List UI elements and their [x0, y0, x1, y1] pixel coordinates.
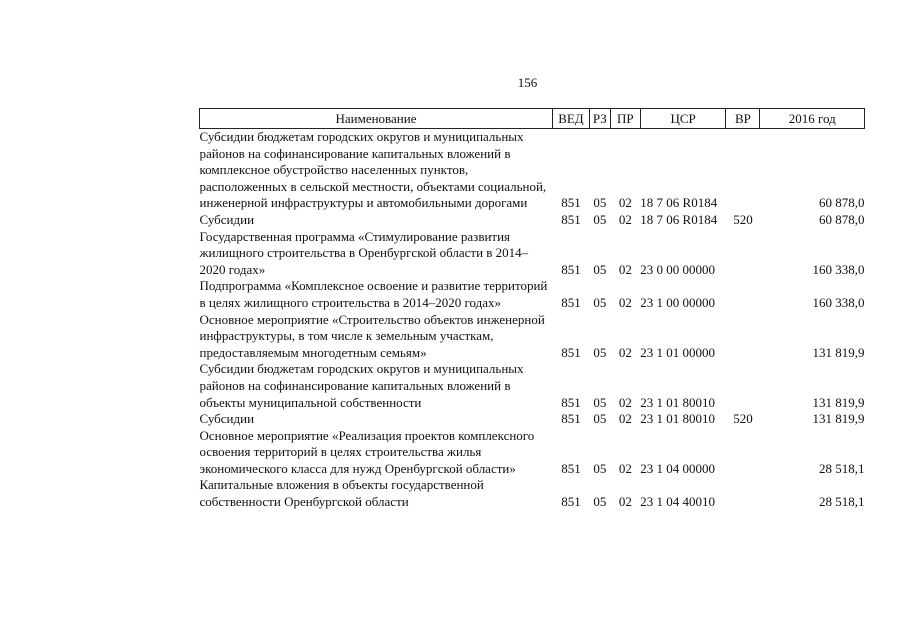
- row-amount: 28 518,1: [819, 460, 865, 476]
- row-vr: [726, 278, 760, 311]
- row-ved: 851: [561, 294, 581, 310]
- row-pr: 02: [618, 394, 632, 410]
- table-row: [200, 428, 865, 478]
- row-amount: 131 819,9: [812, 394, 865, 410]
- row-name-line: объекты муниципальной собственности: [199, 394, 422, 410]
- row-name: [200, 411, 553, 428]
- row-pr: 02: [618, 261, 632, 277]
- row-ved: 851: [561, 494, 581, 510]
- row-csr: 23 0 00 00000: [640, 261, 716, 277]
- row-amount: 60 878,0: [819, 211, 865, 227]
- row-ved: 851: [561, 195, 581, 211]
- row-vr: 520: [733, 211, 753, 227]
- row-amount: 160 338,0: [812, 261, 865, 277]
- header-vr: ВР: [726, 109, 760, 129]
- row-name: [200, 229, 553, 279]
- row-name: [200, 212, 553, 229]
- row-csr: 23 1 01 80010: [640, 411, 716, 427]
- table-row: [200, 477, 865, 510]
- table-row: [200, 361, 865, 411]
- table-row: [200, 411, 865, 428]
- row-pr: 02: [618, 195, 632, 211]
- row-name-line: Основное мероприятие «Реализация проектов комплексного: [199, 427, 535, 443]
- budget-table: [199, 108, 865, 511]
- row-csr: 23 1 01 80010: [640, 394, 716, 410]
- table-row: [200, 278, 865, 311]
- table-row: [200, 229, 865, 279]
- row-csr: 23 1 01 00000: [640, 344, 716, 360]
- row-name-line: Субсидии: [199, 411, 255, 427]
- header-pr: ПР: [610, 109, 640, 129]
- row-name-line: Субсидии бюджетам городских округов и муниципальных: [199, 129, 524, 144]
- table-row: [200, 312, 865, 362]
- row-name: [200, 428, 553, 478]
- table-body: [200, 129, 865, 511]
- row-name: [200, 278, 553, 311]
- row-rz: 05: [593, 394, 607, 410]
- row-name: [200, 129, 553, 212]
- row-name-line: освоения территорий в целях строительства жилья: [199, 444, 482, 460]
- row-name-line: собственности Оренбургской области: [199, 494, 409, 510]
- row-name-line: Субсидии бюджетам городских округов и муниципальных: [199, 361, 524, 377]
- row-name-line: 2020 годах»: [199, 261, 266, 277]
- row-rz: 05: [593, 460, 607, 476]
- row-vr: [726, 361, 760, 411]
- row-name: [200, 312, 553, 362]
- row-csr: 18 7 06 R0184: [640, 211, 718, 227]
- row-vr: [726, 129, 760, 212]
- row-name-line: районов на софинансирование капитальных вложений в: [199, 145, 511, 161]
- row-vr: [726, 312, 760, 362]
- row-ved: 851: [561, 394, 581, 410]
- row-pr: 02: [618, 411, 632, 427]
- row-rz: 05: [593, 261, 607, 277]
- row-ved: 851: [561, 460, 581, 476]
- row-amount: 160 338,0: [812, 294, 865, 310]
- row-ved: 851: [561, 411, 581, 427]
- row-name-line: жилищного строительства в Оренбургской области в 2014–: [199, 245, 529, 261]
- row-name-line: экономического класса для нужд Оренбургской области»: [199, 460, 516, 476]
- row-amount: 60 878,0: [819, 195, 865, 211]
- row-pr: 02: [618, 211, 632, 227]
- row-rz: 05: [593, 344, 607, 360]
- row-name-line: районов на софинансирование капитальных вложений в: [199, 377, 511, 393]
- row-vr: 520: [733, 411, 753, 427]
- row-pr: 02: [618, 460, 632, 476]
- row-name-line: инфраструктуры, в том числе к земельным участкам,: [199, 328, 494, 344]
- row-amount: 131 819,9: [812, 344, 865, 360]
- row-rz: 05: [593, 411, 607, 427]
- header-csr: ЦСР: [640, 109, 726, 129]
- row-ved: 851: [561, 211, 581, 227]
- row-name-line: предоставляемым многодетным семьям»: [199, 344, 427, 360]
- row-amount: 28 518,1: [819, 494, 865, 510]
- header-rz: РЗ: [589, 109, 610, 129]
- row-name: [200, 477, 553, 510]
- table-row: [200, 129, 865, 212]
- row-pr: 02: [618, 294, 632, 310]
- row-vr: [726, 477, 760, 510]
- row-name: [200, 361, 553, 411]
- row-vr: [726, 428, 760, 478]
- row-name-line: расположенных в сельской местности, объектами социальной,: [199, 178, 547, 194]
- row-ved: 851: [561, 344, 581, 360]
- header-ved: ВЕД: [552, 109, 589, 129]
- row-ved: 851: [561, 261, 581, 277]
- row-rz: 05: [593, 211, 607, 227]
- row-csr: 18 7 06 R0184: [640, 195, 718, 211]
- row-rz: 05: [593, 494, 607, 510]
- row-rz: 05: [593, 195, 607, 211]
- row-name-line: в целях жилищного строительства в 2014–2020 годах»: [199, 294, 501, 310]
- header-name: Наименование: [200, 109, 553, 129]
- row-vr: [726, 229, 760, 279]
- row-pr: 02: [618, 344, 632, 360]
- row-amount: 131 819,9: [812, 411, 865, 427]
- row-name-line: инженерной инфраструктуры и автомобильными дорогами: [199, 195, 528, 211]
- row-csr: 23 1 00 00000: [640, 294, 716, 310]
- row-name-line: Субсидии: [199, 211, 255, 227]
- row-name-line: комплексное обустройство населенных пунктов,: [199, 162, 469, 178]
- header-year: 2016 год: [760, 109, 865, 129]
- row-name-line: Государственная программа «Стимулирование развития: [199, 228, 511, 244]
- row-name-line: Подпрограмма «Комплексное освоение и развитие территорий: [199, 278, 548, 294]
- row-csr: 23 1 04 00000: [640, 460, 716, 476]
- row-name-line: Капитальные вложения в объекты государственной: [199, 477, 484, 493]
- row-rz: 05: [593, 294, 607, 310]
- row-pr: 02: [618, 494, 632, 510]
- row-name-line: Основное мероприятие «Строительство объектов инженерной: [199, 311, 545, 327]
- table-row: [200, 212, 865, 229]
- page-number: 156: [517, 75, 538, 90]
- table-header-row: [200, 109, 865, 129]
- row-csr: 23 1 04 40010: [640, 494, 716, 510]
